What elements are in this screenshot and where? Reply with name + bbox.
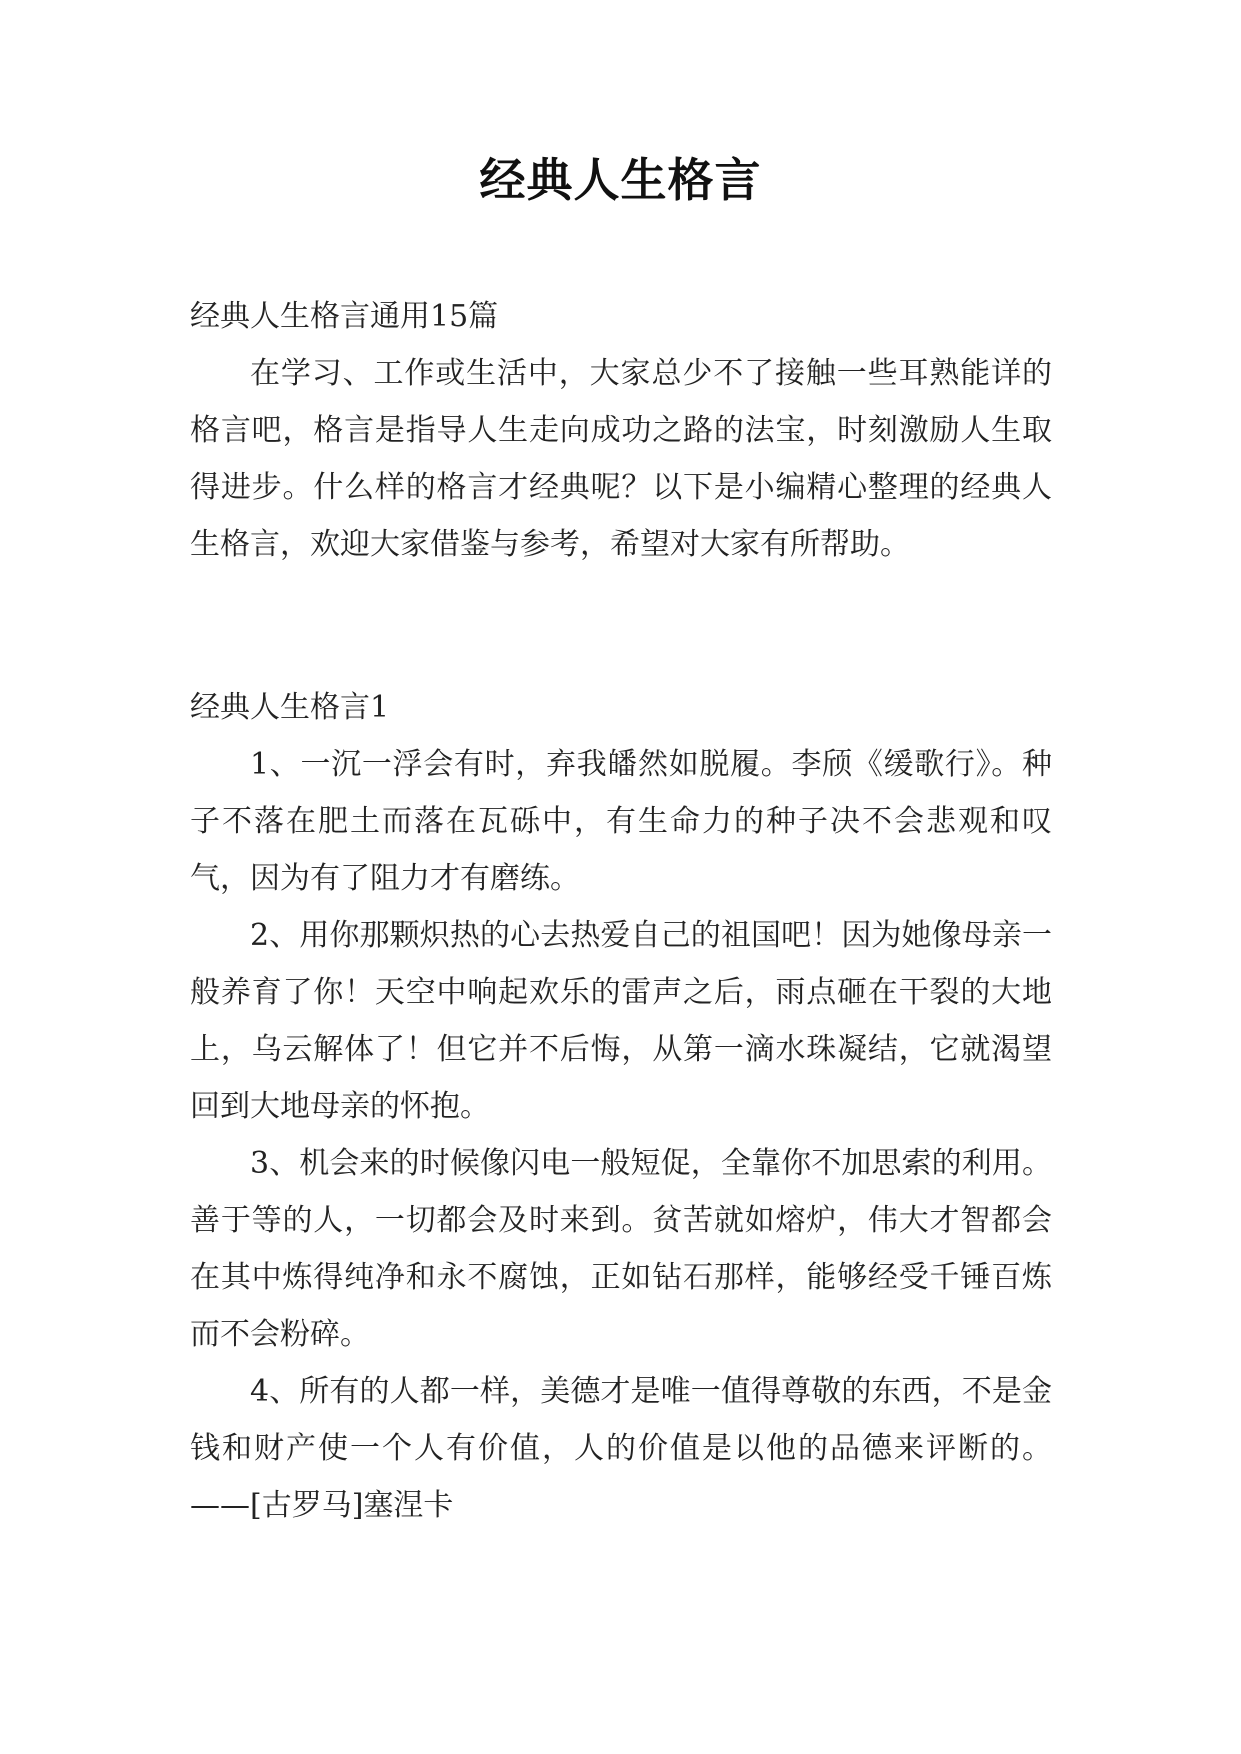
intro-paragraph: 在学习、工作或生活中，大家总少不了接触一些耳熟能详的格言吧，格言是指导人生走向成功之路的法宝，时刻激励人生取得进步。什么样的格言才经典呢？以下是小编精心整理的经典人生格言，欢迎大家借鉴与参考，希望对大家有所帮助。 [190,356,1052,562]
section-heading: 经典人生格言1 [190,690,390,725]
page-title: 经典人生格言 [479,153,762,207]
document-body [190,288,1052,1534]
quote-item-4: 4、所有的人都一样，美德才是唯一值得尊敬的东西，不是金钱和财产使一个人有价值，人的价值是以他的品德来评断的。——[古罗马]塞涅卡 [190,1374,1052,1523]
document-subtitle: 经典人生格言通用15篇 [190,299,499,334]
section-spacer [190,573,1052,679]
quote-item-3: 3、机会来的时候像闪电一般短促，全靠你不加思索的利用。善于等的人，一切都会及时来到。贫苦就如熔炉，伟大才智都会在其中炼得纯净和永不腐蚀，正如钻石那样，能够经受千锤百炼而不会粉碎。 [190,1146,1052,1352]
quote-item-2: 2、用你那颗炽热的心去热爱自己的祖国吧！因为她像母亲一般养育了你！天空中响起欢乐的雷声之后，雨点砸在干裂的大地上，乌云解体了！但它并不后悔，从第一滴水珠凝结，它就渴望回到大地母亲的怀抱。 [190,918,1052,1124]
quote-item-1: 1、一沉一浮会有时，弃我皤然如脱履。李颀《缓歌行》。种子不落在肥土而落在瓦砾中，有生命力的种子决不会悲观和叹气，因为有了阻力才有磨练。 [190,747,1052,896]
